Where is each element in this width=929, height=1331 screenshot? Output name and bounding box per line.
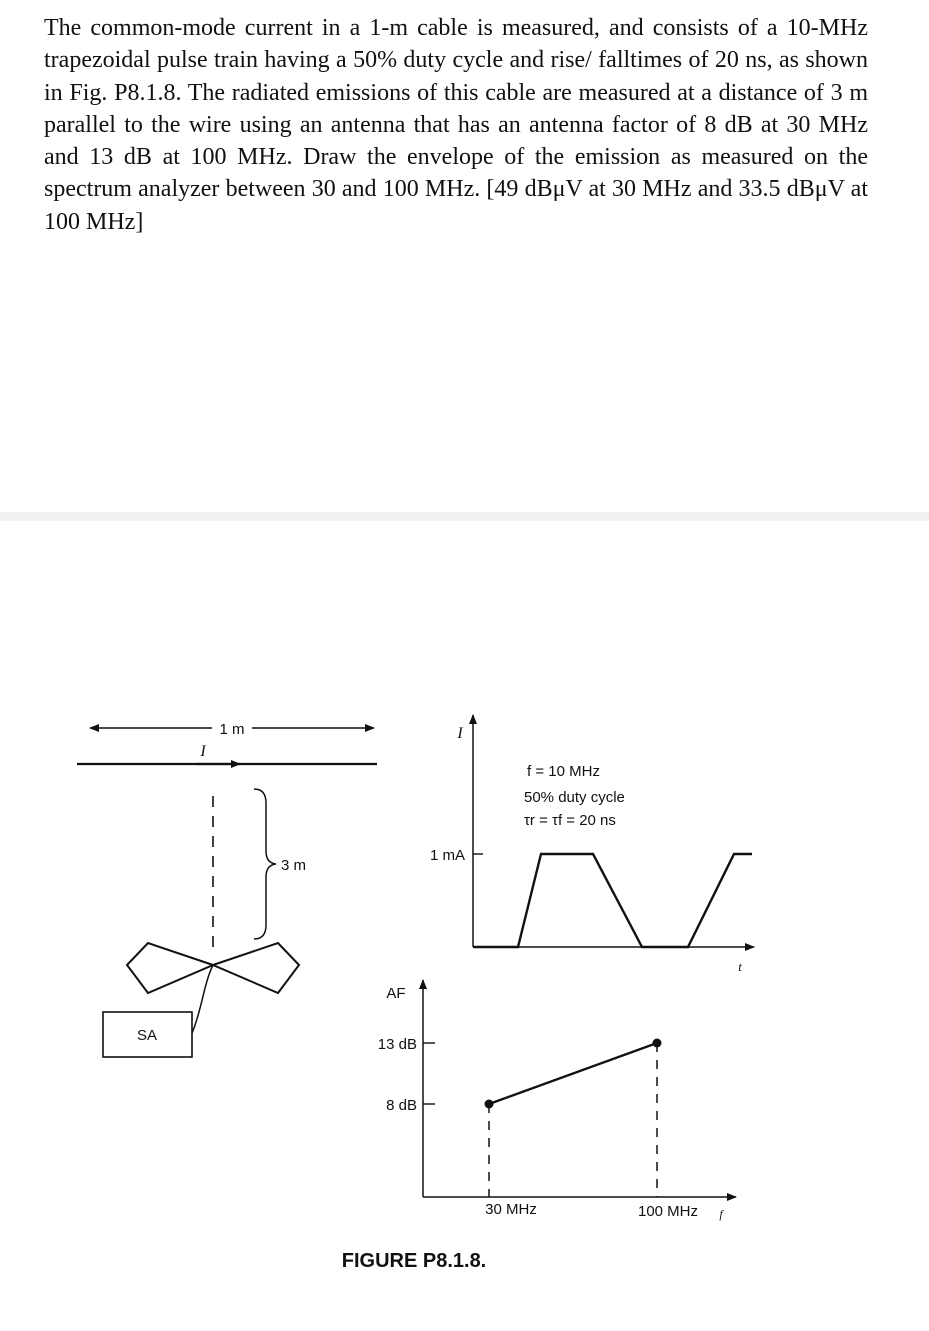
distance-label: 3 m bbox=[281, 857, 307, 874]
af-point-100mhz bbox=[653, 1039, 662, 1048]
current-waveform-plot bbox=[430, 715, 754, 974]
waveform-y-label: I bbox=[457, 725, 463, 742]
page-separator bbox=[0, 512, 929, 521]
af-tick-8db-label: 8 dB bbox=[386, 1097, 417, 1114]
antenna-left-element bbox=[127, 943, 213, 993]
trapezoid-pulse-train bbox=[473, 854, 752, 947]
problem-statement: The common-mode current in a 1-m cable is measured, and consists of a 10-MHz trapezoidal pulse train having a 50% duty cycle and rise/ falltimes of 20 ns, as shown in Fig. P8.1.8. The radiated emissions of this cable are measured at a distance of 3 m parallel to the wire using an antenna that has an antenna factor of 8 dB at 30 MHz and 13 dB at 100 MHz. Draw the envelope of the emission as measured on the spectrum analyzer between 30 and 100 MHz. [49 dBμV at 30 MHz and 33.5 dBμV at 100 MHz] bbox=[44, 15, 868, 235]
waveform-rise-label: τr = τf = 20 ns bbox=[524, 812, 616, 829]
antenna-feed-cable bbox=[192, 965, 213, 1033]
distance-brace bbox=[254, 789, 276, 939]
current-label: I bbox=[200, 743, 206, 760]
antenna-factor-plot bbox=[378, 980, 736, 1221]
af-freq-high-label: 100 MHz bbox=[637, 1203, 699, 1220]
waveform-duty-label: 50% duty cycle bbox=[524, 789, 625, 806]
figure-svg bbox=[0, 521, 929, 1326]
af-freq-low-label: 30 MHz bbox=[485, 1201, 537, 1218]
figure-caption: FIGURE P8.1.8. bbox=[341, 1250, 487, 1272]
waveform-x-label: t bbox=[738, 959, 742, 974]
af-x-label: f bbox=[719, 1207, 723, 1221]
cable-length-label: 1 m bbox=[219, 721, 245, 738]
waveform-freq-label: f = 10 MHz bbox=[527, 763, 600, 780]
figure-p8-1-8 bbox=[0, 521, 929, 1326]
af-line bbox=[489, 1043, 657, 1104]
af-tick-13db-label: 13 dB bbox=[377, 1036, 417, 1053]
analyzer-label: SA bbox=[136, 1027, 158, 1044]
antenna-right-element bbox=[213, 943, 299, 993]
af-y-label: AF bbox=[386, 985, 406, 1002]
af-point-30mhz bbox=[485, 1100, 494, 1109]
measurement-setup bbox=[77, 721, 377, 1057]
waveform-level-label: 1 mA bbox=[429, 847, 465, 864]
